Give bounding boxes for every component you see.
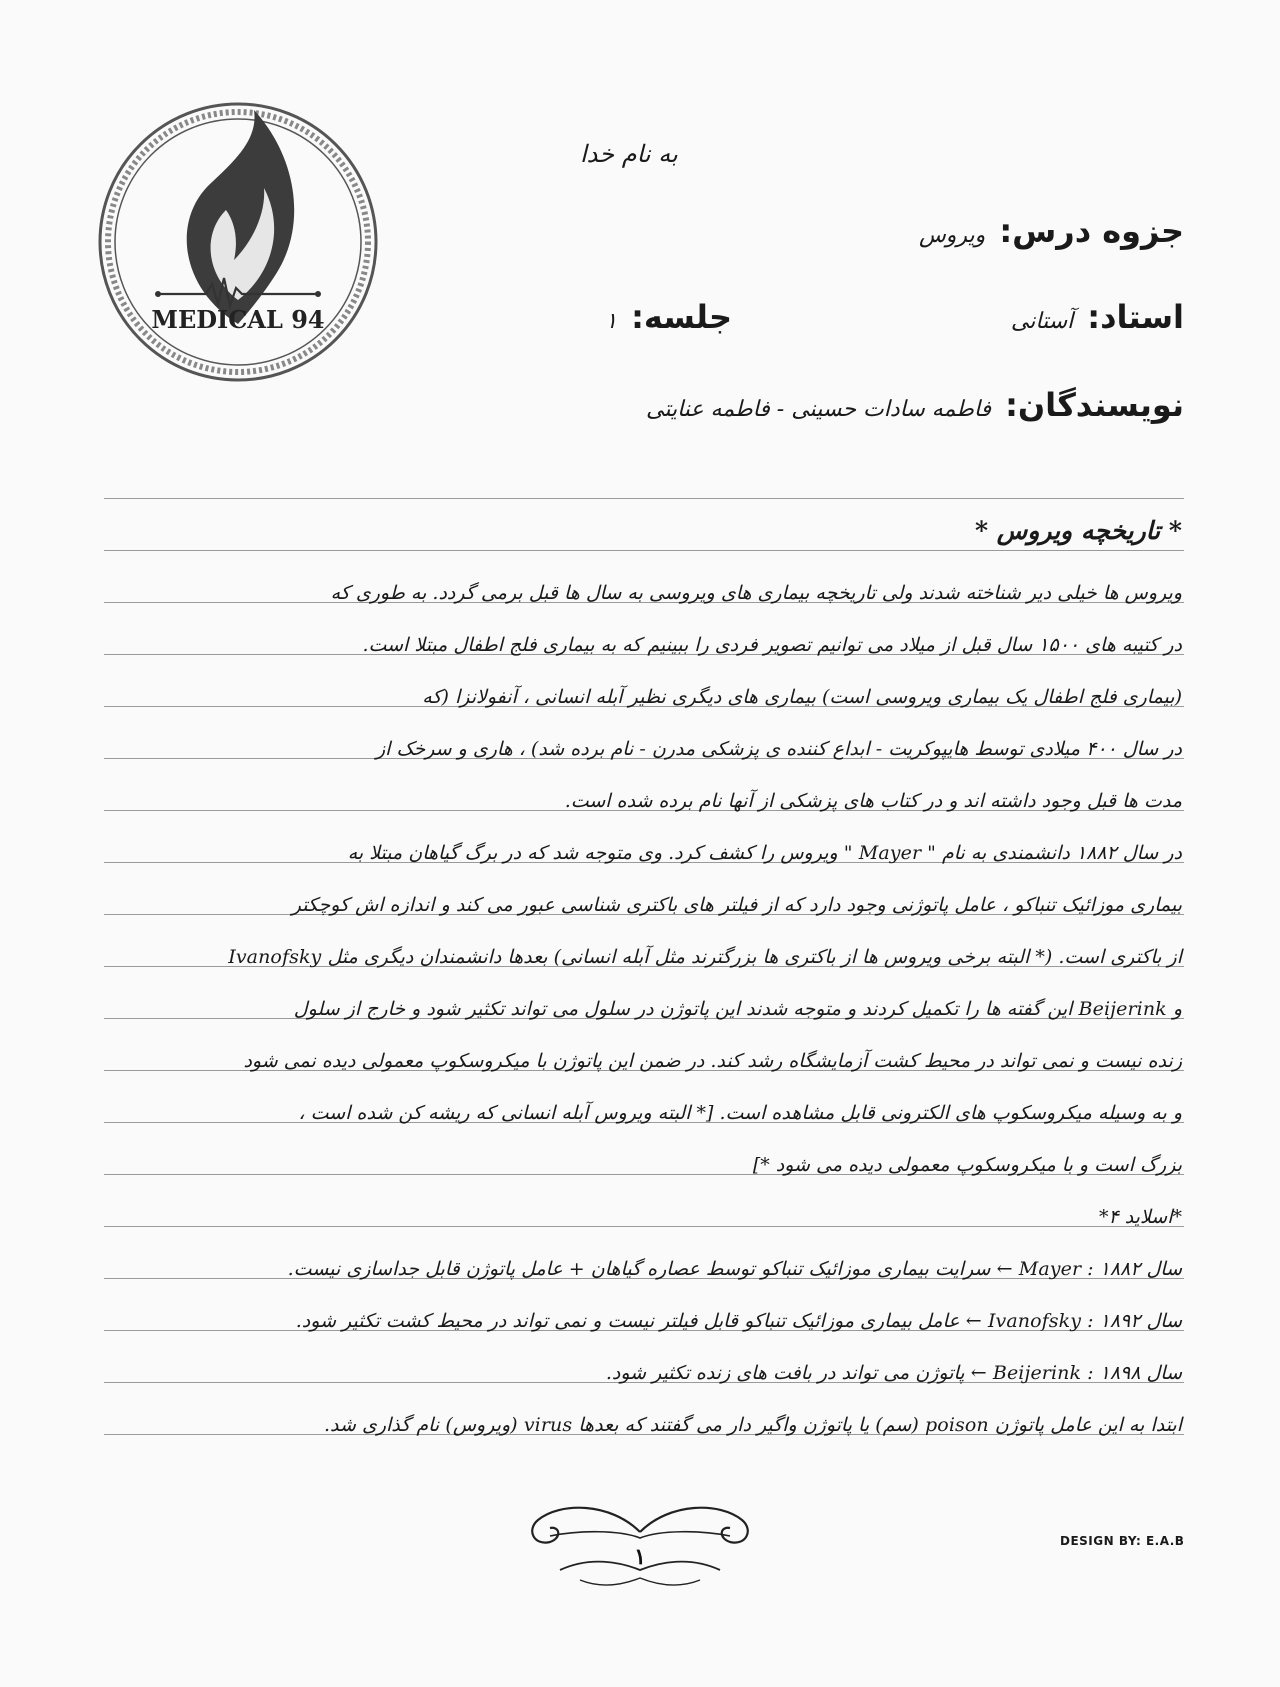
text-line: و Beijerink این گفته ها را تکمیل کردند و متوجه شدند این پاتوژن در سلول می تواند تکثیر شود و خارج از سلول <box>293 998 1182 1020</box>
session-field <box>605 298 732 336</box>
timeline-line: سال ۱۸۹۸ : Beijerink ← پاتوژن می تواند در بافت های زنده تکثیر شود. <box>605 1362 1182 1384</box>
slide-label: *اسلاید ۴* <box>1098 1206 1182 1228</box>
basmala: به نام خدا <box>580 140 678 168</box>
session-value: ۱ <box>605 309 618 334</box>
ruled-line <box>104 550 1184 551</box>
timeline-line: سال ۱۸۸۲ : Mayer ← سرایت بیماری موزائیک تنباکو توسط عصاره گیاهان + عامل پاتوژن قابل جداسازی نیست. <box>287 1258 1182 1280</box>
text-line: و به وسیله میکروسکوپ های الکترونی قابل مشاهده است. [* البته ویروس آبله انسانی که ریشه کن شده است ، <box>298 1102 1182 1124</box>
ruled-line <box>104 498 1184 499</box>
design-credit: DESIGN BY: E.A.B <box>1060 1534 1185 1548</box>
text-line: ویروس ها خیلی دیر شناخته شدند ولی تاریخچه بیماری های ویروسی به سال ها قبل برمی گردد. به طوری که <box>330 582 1182 604</box>
teacher-label: استاد: <box>1087 298 1184 336</box>
text-line: مدت ها قبل وجود داشته اند و در کتاب های پزشکی از آنها نام برده شده است. <box>564 790 1182 812</box>
text-line: در سال ۱۸۸۲ دانشمندی به نام " Mayer " ویروس را کشف کرد. وی متوجه شد که در برگ گیاهان مبتلا به <box>347 842 1182 864</box>
timeline-line: سال ۱۸۹۲ : Ivanofsky ← عامل بیماری موزائیک تنباکو قابل فیلتر نیست و نمی تواند در محیط کشت تکثیر شود. <box>295 1310 1182 1332</box>
session-label: جلسه: <box>631 298 732 336</box>
logo-brand-text: MEDICAL 94 <box>151 305 325 334</box>
page-ornament <box>520 1492 760 1602</box>
teacher-field <box>1011 298 1184 336</box>
text-line: زنده نیست و نمی تواند در محیط کشت آزمایشگاه رشد کند. در ضمن این پاتوژن با میکروسکوپ معمولی دیده نمی شود <box>243 1050 1182 1072</box>
course-field <box>919 212 1184 250</box>
text-line: ابتدا به این عامل پاتوژن poison (سم) یا پاتوژن واگیر دار می گفتند که بعدها virus (ویروس) نام گذاری شد. <box>324 1414 1182 1436</box>
page-number: ۱ <box>634 1544 646 1570</box>
medical-94-logo <box>88 92 388 392</box>
text-line: (بیماری فلج اطفال یک بیماری ویروسی است) بیماری های دیگری نظیر آبله انسانی ، آنفولانزا (که <box>422 686 1182 708</box>
text-line: از باکتری است. (* البته برخی ویروس ها از باکتری ها بزرگترند مثل آبله انسانی) بعدها دانشمندان دیگری مثل Ivanofsky <box>228 946 1182 968</box>
text-line: در کتیبه های ۱۵۰۰ سال قبل از میلاد می توانیم تصویر فردی را ببینیم که به بیماری فلج اطفال مبتلا است. <box>362 634 1182 656</box>
text-line: بزرگ است و با میکروسکوپ معمولی دیده می شود *] <box>752 1154 1182 1176</box>
teacher-value: آستانی <box>1010 309 1074 334</box>
section-title: * تاریخچه ویروس * <box>975 516 1182 545</box>
text-line: بیماری موزائیک تنباکو ، عامل پاتوژنی وجود دارد که از فیلتر های باکتری شناسی عبور می کند و اندازه اش کوچکتر <box>291 894 1182 916</box>
authors-label: نویسندگان: <box>1005 386 1184 424</box>
authors-value: فاطمه سادات حسینی - فاطمه عنایتی <box>646 397 992 422</box>
text-line: در سال ۴۰۰ میلادی توسط هایپوکریت - ابداع کننده ی پزشکی مدرن - نام برده شد) ، هاری و سرخک از <box>375 738 1182 760</box>
authors-field <box>646 386 1184 424</box>
course-label: جزوه درس: <box>999 212 1184 250</box>
course-value: ویروس <box>918 223 986 248</box>
